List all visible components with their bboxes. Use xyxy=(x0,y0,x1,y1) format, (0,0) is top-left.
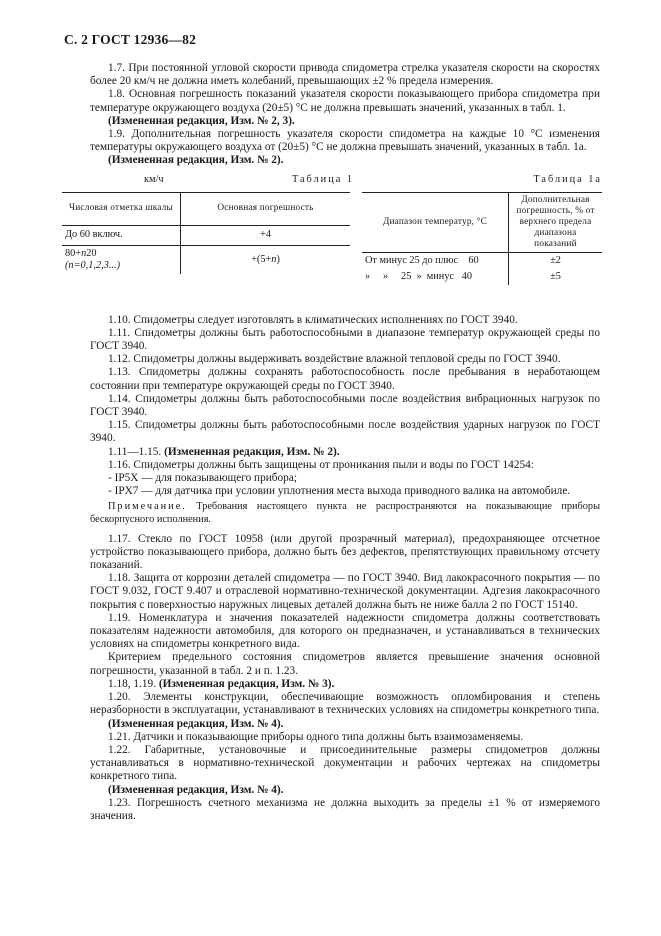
paragraph-1-14: 1.14. Спидометры должны быть работоспособными после воздействия вибрационных нагрузок по ГОСТ 3940. xyxy=(90,392,600,419)
table-header-row xyxy=(362,192,602,252)
cell-text: +(5+ xyxy=(251,253,272,265)
table-cell: +4 xyxy=(181,225,351,245)
table-header-cell: Диапазон температур, °С xyxy=(362,192,509,252)
paragraph-1-22: 1.22. Габаритные, установочные и присоединительные размеры спидометров должны устанавливаться в нормативно-технической документации и рабочих чертежах на спидометры конкретного типа. xyxy=(90,743,600,783)
cell-var: n xyxy=(271,253,277,265)
table-row xyxy=(62,245,350,274)
list-item: - IPX7 — для датчика при условии уплотнения места выхода приводного валика на автомобиле. xyxy=(108,485,571,498)
amendment-text: (Измененная редакция, Изм. № 3). xyxy=(158,677,335,690)
paragraph-1-23: 1.23. Погрешность счетного механизма не должна выходить за пределы ±1 % от измеряемого значения. xyxy=(90,796,600,822)
table1-caption: Таблица 1 xyxy=(291,173,354,185)
paragraph-1-7: 1.7. При постоянной угловой скорости привода спидометра стрелка указателя скорости на скоростях более 20 км/ч не должна иметь колебаний, превышающих ±2 % предела измерения. xyxy=(90,62,600,88)
amendment-note: (Измененная редакция, Изм. № 2, 3). xyxy=(108,114,295,127)
paragraph-1-16: 1.16. Спидометры должны быть защищены от проникания пыли и воды по ГОСТ 14254: xyxy=(108,458,534,471)
note xyxy=(90,501,600,526)
paragraph-1-18: 1.18. Защита от коррозии деталей спидометра — по ГОСТ 3940. Вид лакокрасочного покрытия — по ГОСТ 9.032, ГОСТ 9.407 и отраслевой нормативно-технической документации. Адгезия лакокрасочного покрытия с поверхностью наружных лицевых деталей должна быть не ниже балла 2 по ГОСТ 15140. xyxy=(90,572,600,611)
paragraph-criterion: Критерием предельного состояния спидометров является превышение значения основной погрешности, указанной в табл. 2 и п. 1.23. xyxy=(90,651,600,677)
cell-text: 80+ xyxy=(65,247,82,259)
table-cell: » » 25 » минус 40 xyxy=(362,269,509,285)
table-cell: До 60 включ. xyxy=(62,225,181,245)
table-1a xyxy=(362,192,602,286)
amendment-prefix: 1.18, 1.19. xyxy=(108,677,159,690)
table-cell: От минус 25 до плюс 60 xyxy=(362,252,509,269)
tables-block xyxy=(62,174,602,306)
paragraph-1-19: 1.19. Номенклатура и значения показателей надежности спидометра должны соответствовать показателям надежности автомобиля, для которого он предназначен, и устанавливаться в технических условиях на спидометры конкретного вида. xyxy=(90,611,600,651)
table-header-cell: Дополнительная погрешность, % от верхнего предела диапазона показаний xyxy=(509,192,603,252)
amendment-note xyxy=(90,446,600,459)
paragraph-1-10: 1.10. Спидометры следует изготовлять в климатических исполнениях по ГОСТ 3940. xyxy=(108,313,518,326)
document-body xyxy=(65,62,602,823)
table-1 xyxy=(62,192,350,275)
amendment-note xyxy=(90,678,600,691)
note-label: Примечание. xyxy=(108,501,187,513)
table-cell xyxy=(181,245,351,274)
note-text: Требования настоящего пункта не распространяются на показывающие приборы бескорпусного исполнения. xyxy=(90,501,600,526)
list-item: - IP5X — для показывающего прибора; xyxy=(108,472,297,485)
table-row xyxy=(362,252,602,269)
cell-text: 20 xyxy=(86,247,97,259)
paragraph-1-21: 1.21. Датчики и показывающие приборы одного типа должны быть взаимозаменяемы. xyxy=(108,730,524,743)
table-cell: ±2 xyxy=(550,254,561,266)
cell-var: n xyxy=(81,247,87,259)
amendment-note: (Измененная редакция, Изм. № 4). xyxy=(108,717,284,730)
paragraph-1-9: 1.9. Дополнительная погрешность указателя скорости спидометра на каждые 10 °С изменения температуры окружающего воздуха от (20±5) °С не должна превышать значений, указанных в табл. 1а. xyxy=(90,128,600,154)
table-cell xyxy=(62,245,181,274)
table-cell: ±5 xyxy=(550,271,561,283)
paragraph-1-17: 1.17. Стекло по ГОСТ 10958 (или другой прозрачный материал), предохраняющее отсчетное устройство показывающего прибора, должно быть без дефектов, препятствующих правильному отсчету показаний. xyxy=(90,532,600,572)
table-header-row xyxy=(62,192,350,225)
paragraph-1-15: 1.15. Спидометры должны быть работоспособными после воздействия ударных нагрузок по ГОСТ 3940. xyxy=(90,419,600,445)
amendment-prefix: 1.11—1.15. xyxy=(108,445,165,458)
cell-text: ) xyxy=(276,253,280,265)
table-header-cell: Числовая отметка шкалы xyxy=(62,192,181,225)
amendment-note: (Измененная редакция, Изм. № 2). xyxy=(108,154,284,167)
paragraph-1-8: 1.8. Основная погрешность показаний указателя скорости показывающего прибора спидометра при температуре окружающего воздуха (20±5) °С не должна превышать значений, указанных в табл. 1. xyxy=(90,88,600,114)
table-row xyxy=(362,269,602,285)
table1-unit: км/ч xyxy=(144,173,164,185)
page-header: С. 2 ГОСТ 12936—82 xyxy=(64,32,197,47)
amendment-text: (Измененная редакция, Изм. № 2). xyxy=(164,445,340,458)
table1-caption-row xyxy=(144,174,354,186)
table-row xyxy=(62,225,350,245)
amendment-note: (Измененная редакция, Изм. № 4). xyxy=(108,783,284,796)
table1a-caption: Таблица 1а xyxy=(533,173,602,185)
paragraph-1-11: 1.11. Спидометры должны быть работоспособными в диапазоне температур окружающей среды по ГОСТ 3940. xyxy=(90,326,600,353)
table-header-cell: Основная погрешность xyxy=(181,192,351,225)
paragraph-1-12: 1.12. Спидометры должны выдерживать воздействие влажной тепловой среды по ГОСТ 3940. xyxy=(108,353,561,366)
cell-subnote: (n=0,1,2,3...) xyxy=(65,260,120,272)
paragraph-1-13: 1.13. Спидометры должны сохранять работоспособность после пребывания в неработающем состоянии при температуре окружающей среды по ГОСТ 3940. xyxy=(90,366,600,392)
paragraph-1-20: 1.20. Элементы конструкции, обеспечивающие возможность опломбирования и степень неразборности в эксплуатации, устанавливают в технических условиях на спидометры конкретного типа. xyxy=(90,691,600,717)
